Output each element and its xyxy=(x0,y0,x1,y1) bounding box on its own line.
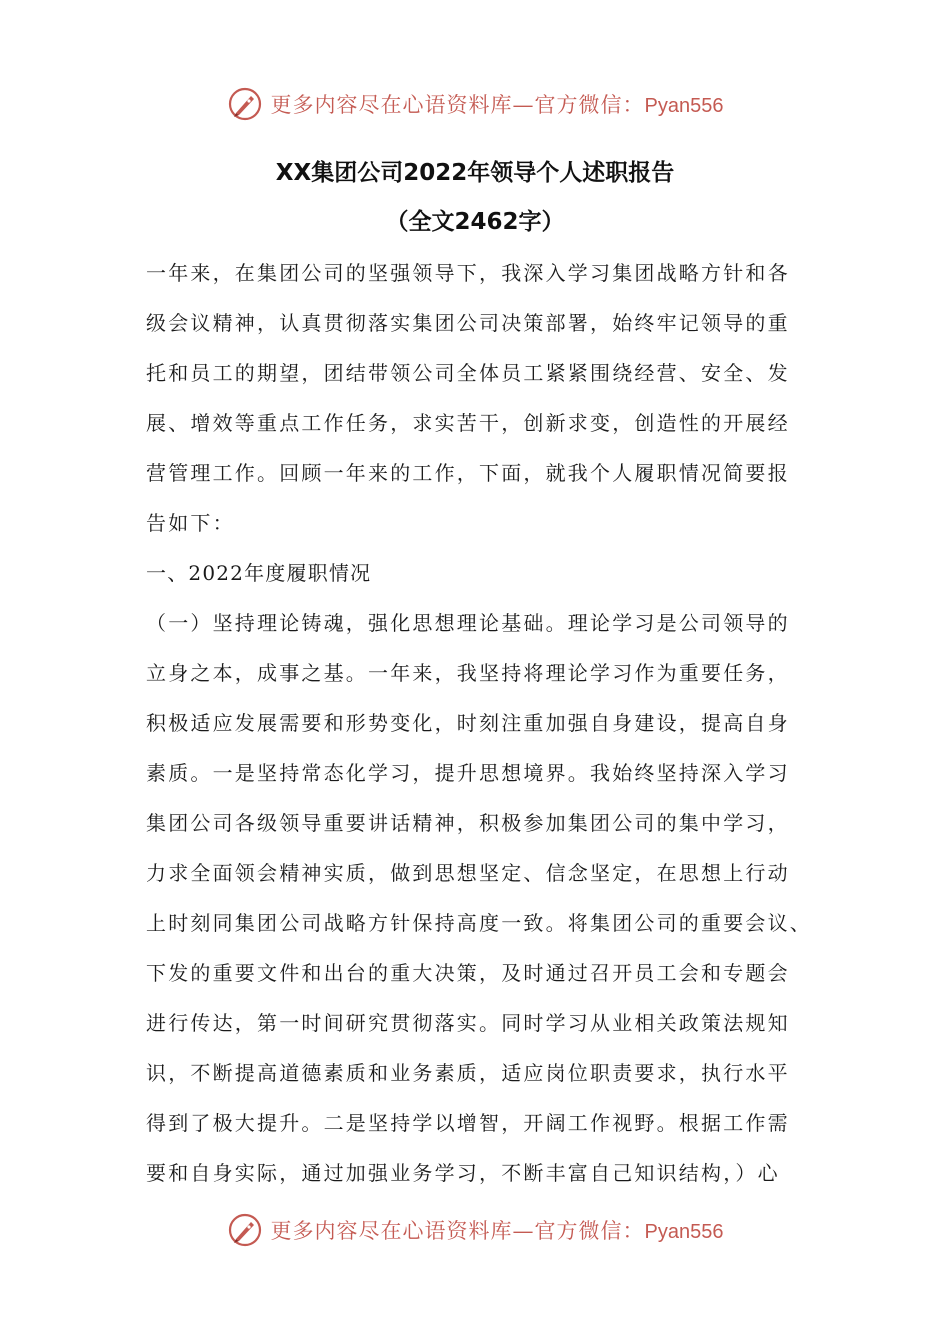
body-line: 托和员工的期望，团结带领公司全体员工紧紧围绕经营、安全、发 xyxy=(146,361,790,385)
body-line: 下发的重要文件和出台的重大决策，及时通过召开员工会和专题会 xyxy=(146,961,790,985)
watermark-label: 更多内容尽在心语资料库—官方微信： xyxy=(270,1219,645,1243)
body-line: 识，不断提高道德素质和业务素质，适应岗位职责要求，执行水平 xyxy=(146,1061,790,1085)
watermark-text xyxy=(271,89,724,119)
body-line: （一）坚持理论铸魂，强化思想理论基础。理论学习是公司领导的 xyxy=(146,611,790,635)
body-line: 一年来，在集团公司的坚强领导下，我深入学习集团战略方针和各 xyxy=(146,261,790,285)
document-subtitle: （全文2462字） xyxy=(385,209,565,235)
pen-logo-icon xyxy=(227,86,263,122)
body-line: 要和自身实际，通过加强业务学习，不断丰富自己知识结构，）心 xyxy=(146,1161,780,1185)
body-line: 上时刻同集团公司战略方针保持高度一致。将集团公司的重要会议、 xyxy=(146,911,812,935)
watermark-header xyxy=(0,82,950,126)
watermark-wechat-id: Pyan556 xyxy=(644,1221,724,1243)
watermark-footer xyxy=(0,1208,950,1252)
document-title: XX集团公司2022年领导个人述职报告 xyxy=(275,160,675,186)
watermark-wechat-id: Pyan556 xyxy=(644,95,724,117)
body-line: 立身之本，成事之基。一年来，我坚持将理论学习作为重要任务， xyxy=(146,661,790,685)
body-line: 力求全面领会精神实质，做到思想坚定、信念坚定，在思想上行动 xyxy=(146,861,790,885)
pen-logo-icon xyxy=(227,1212,263,1248)
watermark-label: 更多内容尽在心语资料库—官方微信： xyxy=(270,93,645,117)
body-line: 素质。一是坚持常态化学习，提升思想境界。我始终坚持深入学习 xyxy=(146,761,790,785)
body-line: 级会议精神，认真贯彻落实集团公司决策部署，始终牢记领导的重 xyxy=(146,311,790,335)
body-line: 集团公司各级领导重要讲话精神，积极参加集团公司的集中学习， xyxy=(146,811,790,835)
body-line: 告如下： xyxy=(146,511,235,535)
watermark-text xyxy=(271,1215,724,1245)
body-line: 进行传达，第一时间研究贯彻落实。同时学习从业相关政策法规知 xyxy=(146,1011,790,1035)
body-line: 营管理工作。回顾一年来的工作，下面，就我个人履职情况简要报 xyxy=(146,461,790,485)
section-heading: 一、2022年度履职情况 xyxy=(146,561,372,585)
body-line: 积极适应发展需要和形势变化，时刻注重加强自身建设，提高自身 xyxy=(146,711,790,735)
body-line: 展、增效等重点工作任务，求实苦干，创新求变，创造性的开展经 xyxy=(146,411,790,435)
document-body xyxy=(146,248,812,1198)
body-line: 得到了极大提升。二是坚持学以增智，开阔工作视野。根据工作需 xyxy=(146,1111,790,1135)
